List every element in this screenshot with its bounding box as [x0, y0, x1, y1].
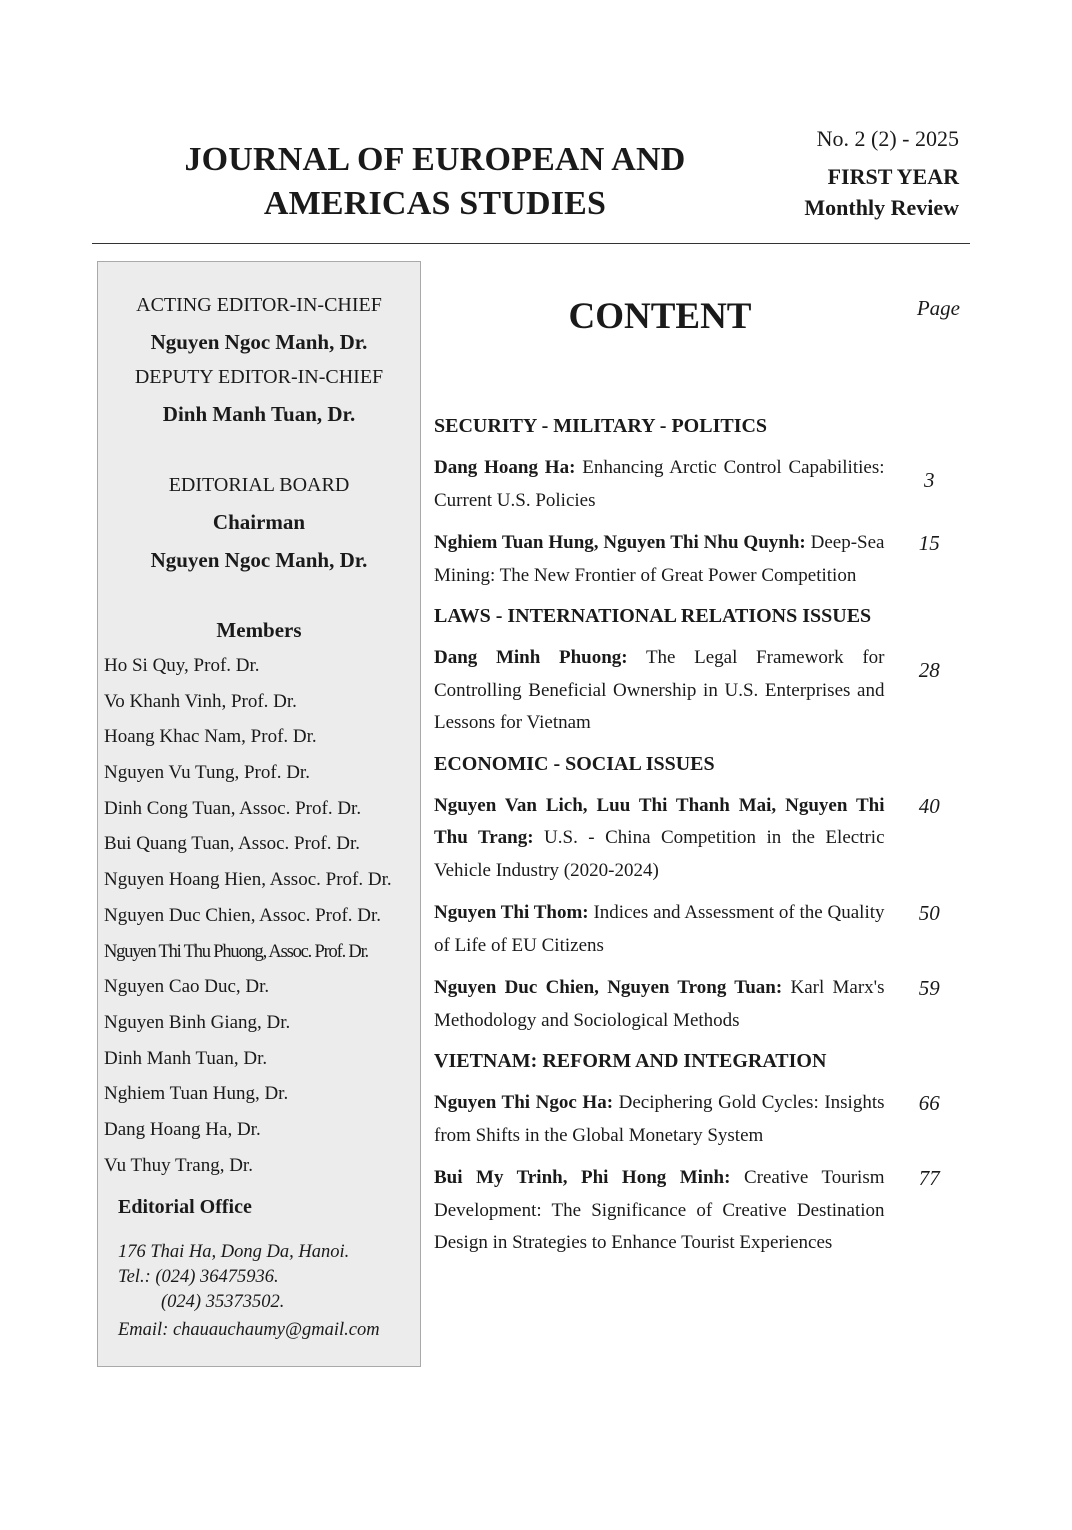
- office-address: 176 Thai Ha, Dong Da, Hanoi.: [118, 1242, 350, 1263]
- deputy-editor-name: Dinh Manh Tuan, Dr.: [162, 402, 356, 426]
- entry-title: Deciphering Gold Cycles: Insights from Shifts in the Global Monetary System: [434, 1092, 885, 1146]
- member-item: Nguyen Duc Chien, Assoc. Prof. Dr.: [104, 904, 382, 926]
- toc-entry[interactable]: [434, 972, 974, 1037]
- toc-entry[interactable]: [434, 1162, 974, 1260]
- member-item: Ho Si Quy, Prof. Dr.: [104, 655, 260, 676]
- member-item: Nguyen Cao Duc, Dr.: [104, 976, 270, 998]
- member-item: Vo Khanh Vinh, Prof. Dr.: [104, 690, 297, 712]
- editorial-office-label: Editorial Office: [118, 1196, 252, 1219]
- member-list: [104, 653, 420, 1188]
- acting-editor-name: Nguyen Ngoc Manh, Dr.: [150, 330, 368, 354]
- acting-editor-role: ACTING EDITOR-IN-CHIEF: [136, 294, 382, 316]
- entry-title: Deep-Sea Mining: The New Frontier of Great Power Competition: [434, 532, 885, 586]
- chairman-label: Chairman: [212, 510, 306, 534]
- member-item: Dang Hoang Ha, Dr.: [104, 1118, 261, 1140]
- section-heading: LAWS - INTERNATIONAL RELATIONS ISSUES: [434, 605, 872, 627]
- editorial-sidebar: [97, 261, 421, 1367]
- editorial-office-details: [118, 1240, 420, 1343]
- entry-authors: Dang Hoang Ha:: [434, 457, 576, 478]
- entry-title: Karl Marx's Methodology and Sociological Methods: [434, 977, 885, 1031]
- toc-entry[interactable]: [434, 790, 974, 888]
- entry-page-number: 77: [918, 1166, 940, 1190]
- journal-title-line1: JOURNAL OF EUROPEAN AND: [184, 141, 686, 178]
- member-item: Nguyen Hoang Hien, Assoc. Prof. Dr.: [104, 869, 392, 891]
- entry-authors: Nguyen Thi Thom:: [434, 902, 589, 923]
- member-item: Nguyen Vu Tung, Prof. Dr.: [104, 762, 310, 784]
- table-of-contents: [434, 410, 974, 1268]
- member-item: Nguyen Binh Giang, Dr.: [104, 1011, 291, 1033]
- toc-entry[interactable]: [434, 642, 974, 740]
- entry-page-number: 59: [918, 976, 940, 1000]
- entry-title: Enhancing Arctic Control Capabilities: Current U.S. Policies: [434, 457, 885, 511]
- toc-entry[interactable]: [434, 897, 974, 962]
- entry-authors: Nguyen Thi Ngoc Ha:: [434, 1092, 614, 1113]
- section-heading: SECURITY - MILITARY - POLITICS: [434, 415, 768, 437]
- member-item: Bui Quang Tuan, Assoc. Prof. Dr.: [104, 833, 360, 855]
- entry-page-number: 15: [918, 531, 940, 555]
- toc-entry[interactable]: [434, 527, 974, 592]
- entry-authors: Bui My Trinh, Phi Hong Minh:: [434, 1167, 731, 1188]
- members-label: Members: [216, 618, 302, 642]
- journal-title-line2: AMERICAS STUDIES: [263, 185, 607, 222]
- entry-authors: Nghiem Tuan Hung, Nguyen Thi Nhu Quynh:: [434, 532, 806, 553]
- entry-title: Indices and Assessment of the Quality of Life of EU Citizens: [434, 902, 885, 956]
- content-heading: CONTENT: [568, 296, 752, 337]
- entry-authors: Nguyen Duc Chien, Nguyen Trong Tuan:: [434, 977, 783, 998]
- entry-authors: Nguyen Van Lich, Luu Thi Thanh Mai, Nguyen Thi Thu Trang:: [434, 794, 885, 848]
- member-item: Nghiem Tuan Hung, Dr.: [104, 1083, 289, 1105]
- issue-frequency: Monthly Review: [804, 195, 959, 220]
- issue-year-label: FIRST YEAR: [827, 164, 959, 189]
- header-divider: [92, 243, 970, 244]
- editorial-board-label: EDITORIAL BOARD: [168, 474, 350, 496]
- office-email[interactable]: Email: chauauchaumy@gmail.com: [118, 1320, 380, 1341]
- toc-entry[interactable]: [434, 452, 974, 517]
- entry-page-number: 28: [918, 658, 940, 682]
- member-item: Hoang Khac Nam, Prof. Dr.: [104, 726, 317, 748]
- issue-info: [804, 124, 959, 223]
- member-item: Dinh Cong Tuan, Assoc. Prof. Dr.: [104, 797, 362, 819]
- entry-page-number: 3: [924, 468, 935, 492]
- member-item: Nguyen Thi Thu Phuong, Assoc. Prof. Dr.: [104, 941, 368, 962]
- office-phone-1: Tel.: (024) 36475936.: [118, 1267, 279, 1288]
- deputy-editor-role: DEPUTY EDITOR-IN-CHIEF: [134, 366, 384, 388]
- section-heading: ECONOMIC - SOCIAL ISSUES: [434, 752, 715, 775]
- toc-entry[interactable]: [434, 1087, 974, 1152]
- section-heading: VIETNAM: REFORM AND INTEGRATION: [434, 1050, 827, 1072]
- chairman-name: Nguyen Ngoc Manh, Dr.: [150, 548, 368, 572]
- entry-title: Creative Tourism Development: The Significance of Creative Destination Design in Strategies to Enhance Tourist Experiences: [434, 1167, 885, 1253]
- issue-number: No. 2 (2) - 2025: [816, 126, 959, 151]
- entry-page-number: 50: [918, 901, 940, 925]
- office-phone-2: (024) 35373502.: [161, 1292, 285, 1313]
- entry-authors: Dang Minh Phuong:: [434, 647, 628, 668]
- entry-page-number: 40: [918, 793, 940, 818]
- member-item: Vu Thuy Trang, Dr.: [104, 1154, 253, 1176]
- member-item: Dinh Manh Tuan, Dr.: [104, 1047, 268, 1069]
- entry-page-number: 66: [918, 1091, 940, 1115]
- entry-title: U.S. - China Competition in the Electric Vehicle Industry (2020-2024): [434, 827, 885, 881]
- journal-title: [150, 138, 720, 226]
- entry-title: The Legal Framework for Controlling Beneficial Ownership in U.S. Enterprises and Lessons for Vietnam: [434, 647, 885, 733]
- page-column-label: Page: [916, 296, 960, 320]
